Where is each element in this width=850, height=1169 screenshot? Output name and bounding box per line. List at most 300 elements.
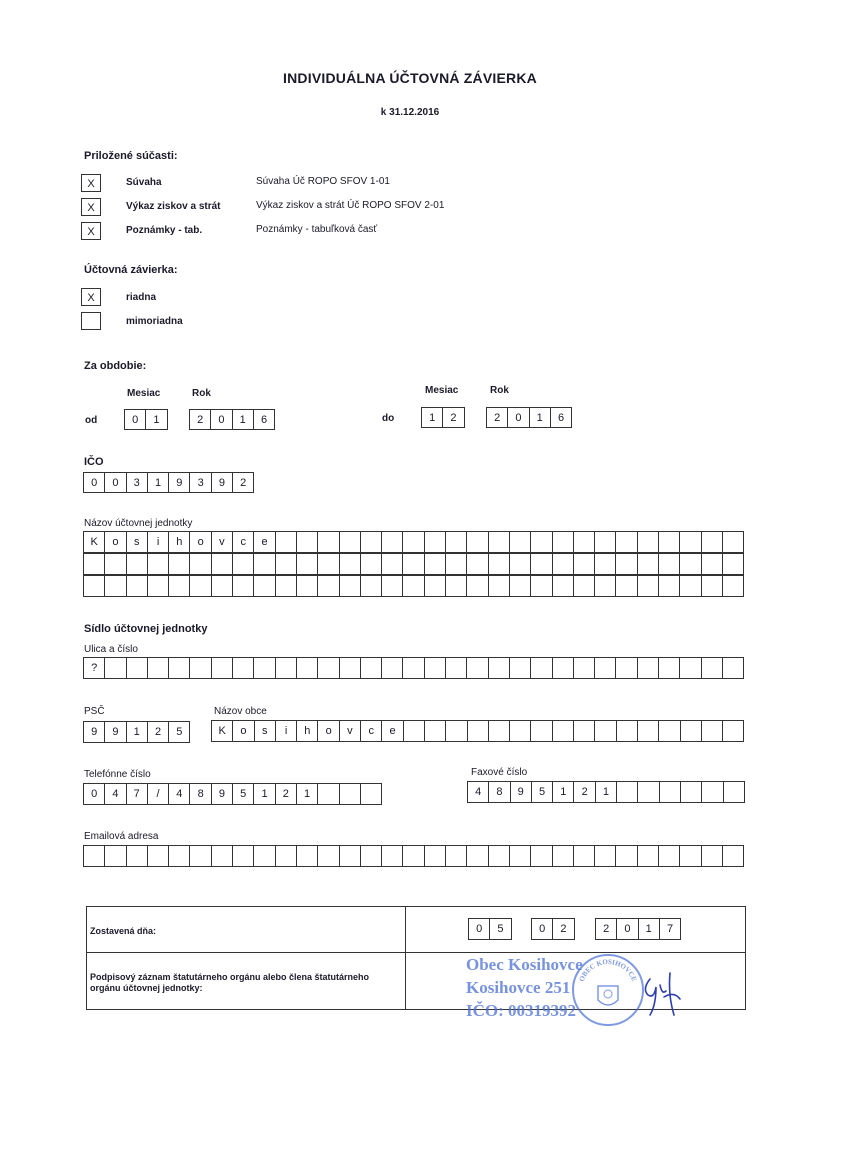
phone-label: Telefónne číslo bbox=[84, 769, 151, 780]
char-cell bbox=[659, 554, 680, 574]
char-cell bbox=[382, 554, 403, 574]
char-cell: e bbox=[254, 532, 275, 552]
to-year-label: Rok bbox=[490, 385, 509, 396]
seal-text: OBEC KOSIHOVCE bbox=[577, 957, 639, 983]
street-label: Ulica a číslo bbox=[84, 644, 138, 655]
char-cell bbox=[446, 721, 467, 741]
char-cell bbox=[510, 576, 531, 596]
char-cell bbox=[638, 721, 659, 741]
char-cell bbox=[318, 658, 339, 678]
char-cell bbox=[553, 576, 574, 596]
char-cell bbox=[595, 576, 616, 596]
char-cell bbox=[403, 554, 424, 574]
char-cell bbox=[638, 554, 659, 574]
char-cell: 2 bbox=[190, 410, 211, 429]
char-cell: 6 bbox=[551, 408, 572, 427]
attachment-label: Súvaha bbox=[126, 177, 162, 188]
char-cell bbox=[361, 846, 382, 866]
char-cell bbox=[723, 658, 744, 678]
seal-emblem-icon bbox=[574, 956, 642, 1024]
char-cell bbox=[467, 532, 488, 552]
char-cell bbox=[105, 576, 126, 596]
char-cell bbox=[723, 721, 744, 741]
char-cell bbox=[681, 782, 702, 802]
char-cell bbox=[169, 846, 190, 866]
char-cell: 9 bbox=[84, 722, 105, 742]
char-cell bbox=[403, 846, 424, 866]
char-cell bbox=[489, 532, 510, 552]
char-cell: 9 bbox=[105, 722, 126, 742]
char-cell: 9 bbox=[511, 782, 532, 802]
char-cell bbox=[425, 846, 446, 866]
char-cell bbox=[595, 554, 616, 574]
char-cell bbox=[233, 658, 254, 678]
char-cell: 0 bbox=[508, 408, 529, 427]
char-cell bbox=[489, 554, 510, 574]
char-cell: 0 bbox=[469, 919, 490, 939]
char-cell: 1 bbox=[639, 919, 660, 939]
char-cell bbox=[212, 658, 233, 678]
char-cell bbox=[617, 782, 638, 802]
char-cell: s bbox=[255, 721, 276, 741]
char-cell bbox=[680, 658, 701, 678]
char-cell bbox=[340, 554, 361, 574]
char-cell bbox=[702, 576, 723, 596]
email-label: Emailová adresa bbox=[84, 831, 159, 842]
attachment-checkbox[interactable]: X bbox=[81, 174, 101, 192]
char-cell bbox=[531, 532, 552, 552]
city-field[interactable] bbox=[211, 720, 744, 742]
char-cell: K bbox=[212, 721, 233, 741]
char-cell: 8 bbox=[190, 784, 211, 804]
char-cell bbox=[531, 658, 552, 678]
char-cell bbox=[574, 576, 595, 596]
ico-field[interactable] bbox=[83, 472, 254, 493]
char-cell bbox=[680, 846, 701, 866]
char-cell bbox=[680, 532, 701, 552]
char-cell bbox=[467, 554, 488, 574]
char-cell bbox=[616, 554, 637, 574]
official-stamp-text bbox=[466, 953, 583, 1022]
from-month-field[interactable] bbox=[124, 409, 168, 430]
char-cell bbox=[382, 532, 403, 552]
char-cell bbox=[254, 576, 275, 596]
char-cell bbox=[702, 658, 723, 678]
char-cell bbox=[574, 532, 595, 552]
from-label: od bbox=[85, 415, 98, 426]
ico-label: IČO bbox=[84, 456, 104, 468]
char-cell bbox=[595, 721, 616, 741]
char-cell bbox=[638, 846, 659, 866]
char-cell bbox=[340, 784, 361, 804]
char-cell bbox=[595, 532, 616, 552]
char-cell bbox=[403, 576, 424, 596]
char-cell bbox=[361, 532, 382, 552]
from-year-label: Rok bbox=[192, 388, 211, 399]
char-cell bbox=[595, 658, 616, 678]
char-cell bbox=[276, 846, 297, 866]
char-cell bbox=[467, 658, 488, 678]
char-cell bbox=[510, 554, 531, 574]
attachment-checkbox[interactable]: X bbox=[81, 222, 101, 240]
from-month-label: Mesiac bbox=[127, 388, 161, 399]
char-cell bbox=[276, 658, 297, 678]
char-cell bbox=[148, 554, 169, 574]
char-cell bbox=[297, 532, 318, 552]
char-cell: 1 bbox=[530, 408, 551, 427]
char-cell bbox=[403, 658, 424, 678]
char-cell: 1 bbox=[127, 722, 148, 742]
char-cell: o bbox=[190, 532, 211, 552]
email-field[interactable] bbox=[83, 845, 744, 867]
char-cell bbox=[361, 658, 382, 678]
fax-label: Faxové číslo bbox=[471, 767, 528, 778]
char-cell: 8 bbox=[489, 782, 510, 802]
char-cell bbox=[531, 846, 552, 866]
svg-text:OBEC KOSIHOVCE bbox=[578, 958, 639, 983]
stamp-line-1: Obec Kosihovce bbox=[466, 955, 583, 974]
char-cell bbox=[723, 846, 744, 866]
char-cell bbox=[531, 554, 552, 574]
char-cell bbox=[574, 721, 595, 741]
char-cell bbox=[340, 576, 361, 596]
name-label: Názov účtovnej jednotky bbox=[84, 518, 193, 529]
char-cell: c bbox=[233, 532, 254, 552]
char-cell bbox=[148, 576, 169, 596]
char-cell: h bbox=[169, 532, 190, 552]
char-cell bbox=[318, 846, 339, 866]
char-cell bbox=[425, 532, 446, 552]
attachment-description: Výkaz ziskov a strát Úč ROPO SFOV 2-01 bbox=[256, 200, 445, 211]
char-cell: h bbox=[297, 721, 318, 741]
char-cell bbox=[318, 554, 339, 574]
name-field-row-2[interactable] bbox=[83, 553, 744, 575]
char-cell bbox=[638, 782, 659, 802]
city-label: Názov obce bbox=[214, 706, 267, 717]
char-cell bbox=[659, 576, 680, 596]
char-cell: s bbox=[127, 532, 148, 552]
street-field[interactable] bbox=[83, 657, 744, 679]
char-cell: e bbox=[382, 721, 403, 741]
char-cell bbox=[169, 576, 190, 596]
phone-field[interactable] bbox=[83, 783, 382, 805]
char-cell: 4 bbox=[105, 784, 126, 804]
to-month-field[interactable] bbox=[421, 407, 465, 428]
char-cell: 5 bbox=[532, 782, 553, 802]
char-cell bbox=[616, 846, 637, 866]
char-cell: 5 bbox=[490, 919, 511, 939]
char-cell: 2 bbox=[553, 919, 574, 939]
char-cell: 2 bbox=[233, 473, 254, 492]
char-cell bbox=[127, 554, 148, 574]
char-cell: 9 bbox=[169, 473, 190, 492]
signature-table-column-divider bbox=[405, 906, 406, 1010]
compiled-label: Zostavená dňa: bbox=[90, 926, 157, 936]
char-cell bbox=[489, 846, 510, 866]
char-cell bbox=[680, 576, 701, 596]
period-heading: Za obdobie: bbox=[84, 360, 147, 372]
char-cell: o bbox=[318, 721, 339, 741]
char-cell bbox=[403, 532, 424, 552]
char-cell bbox=[702, 846, 723, 866]
address-heading: Sídlo účtovnej jednotky bbox=[84, 623, 208, 635]
char-cell bbox=[276, 576, 297, 596]
char-cell bbox=[574, 658, 595, 678]
closing-label: mimoriadna bbox=[126, 316, 183, 327]
char-cell bbox=[361, 784, 382, 804]
char-cell bbox=[127, 846, 148, 866]
char-cell bbox=[510, 846, 531, 866]
char-cell: 0 bbox=[84, 784, 105, 804]
char-cell bbox=[361, 576, 382, 596]
compiled-year-field[interactable] bbox=[595, 918, 681, 940]
char-cell bbox=[318, 784, 339, 804]
char-cell bbox=[254, 554, 275, 574]
name-field-row-1[interactable] bbox=[83, 531, 744, 553]
attachment-description: Poznámky - tabuľková časť bbox=[256, 224, 378, 235]
char-cell bbox=[382, 658, 403, 678]
stamp-line-3: IČO: 00319392 bbox=[466, 1001, 577, 1020]
char-cell: i bbox=[148, 532, 169, 552]
char-cell bbox=[297, 658, 318, 678]
char-cell bbox=[404, 721, 425, 741]
closing-label: riadna bbox=[126, 292, 157, 303]
stamp-line-2: Kosihovce 251 bbox=[466, 978, 571, 997]
char-cell bbox=[276, 532, 297, 552]
char-cell bbox=[616, 576, 637, 596]
char-cell: o bbox=[233, 721, 254, 741]
char-cell bbox=[702, 721, 723, 741]
char-cell bbox=[382, 846, 403, 866]
char-cell bbox=[680, 554, 701, 574]
char-cell: 4 bbox=[169, 784, 190, 804]
char-cell: 7 bbox=[660, 919, 681, 939]
round-seal bbox=[572, 954, 644, 1026]
char-cell: 5 bbox=[233, 784, 254, 804]
char-cell bbox=[169, 554, 190, 574]
char-cell bbox=[659, 532, 680, 552]
char-cell bbox=[723, 554, 744, 574]
char-cell: v bbox=[340, 721, 361, 741]
fax-field[interactable] bbox=[467, 781, 745, 803]
char-cell: 9 bbox=[212, 473, 233, 492]
to-month-label: Mesiac bbox=[425, 385, 459, 396]
char-cell: 2 bbox=[148, 722, 169, 742]
char-cell bbox=[212, 846, 233, 866]
char-cell: 0 bbox=[105, 473, 126, 492]
char-cell bbox=[468, 721, 489, 741]
handwritten-signature-icon bbox=[636, 965, 686, 1021]
signature-table-divider bbox=[86, 952, 746, 953]
char-cell: 1 bbox=[422, 408, 443, 427]
char-cell: v bbox=[212, 532, 233, 552]
closing-heading: Účtovná závierka: bbox=[84, 264, 178, 276]
char-cell: 1 bbox=[254, 784, 275, 804]
char-cell bbox=[148, 846, 169, 866]
char-cell bbox=[553, 554, 574, 574]
char-cell bbox=[553, 846, 574, 866]
char-cell bbox=[724, 782, 745, 802]
char-cell: 2 bbox=[574, 782, 595, 802]
char-cell bbox=[446, 658, 467, 678]
char-cell bbox=[510, 532, 531, 552]
char-cell bbox=[553, 721, 574, 741]
psc-label: PSČ bbox=[84, 706, 105, 717]
char-cell bbox=[616, 658, 637, 678]
compiled-day-field[interactable] bbox=[468, 918, 512, 940]
char-cell bbox=[425, 576, 446, 596]
char-cell bbox=[446, 846, 467, 866]
char-cell: 3 bbox=[127, 473, 148, 492]
char-cell bbox=[318, 532, 339, 552]
char-cell bbox=[105, 554, 126, 574]
char-cell bbox=[723, 576, 744, 596]
char-cell bbox=[446, 554, 467, 574]
char-cell: o bbox=[105, 532, 126, 552]
char-cell bbox=[297, 576, 318, 596]
char-cell bbox=[212, 576, 233, 596]
char-cell bbox=[190, 576, 211, 596]
char-cell bbox=[340, 532, 361, 552]
char-cell: 7 bbox=[127, 784, 148, 804]
char-cell: 0 bbox=[617, 919, 638, 939]
char-cell bbox=[617, 721, 638, 741]
char-cell: 1 bbox=[146, 410, 167, 429]
closing-checkbox[interactable]: X bbox=[81, 288, 101, 306]
char-cell bbox=[425, 658, 446, 678]
document-title: INDIVIDUÁLNA ÚČTOVNÁ ZÁVIERKA bbox=[283, 70, 537, 86]
char-cell: 5 bbox=[169, 722, 190, 742]
char-cell bbox=[446, 576, 467, 596]
char-cell bbox=[616, 532, 637, 552]
char-cell bbox=[127, 658, 148, 678]
char-cell: 1 bbox=[596, 782, 617, 802]
char-cell: i bbox=[276, 721, 297, 741]
char-cell bbox=[574, 554, 595, 574]
char-cell bbox=[531, 576, 552, 596]
attachment-label: Výkaz ziskov a strát bbox=[126, 201, 221, 212]
char-cell bbox=[105, 846, 126, 866]
char-cell: 3 bbox=[190, 473, 211, 492]
char-cell bbox=[361, 554, 382, 574]
char-cell bbox=[638, 576, 659, 596]
compiled-month-field[interactable] bbox=[531, 918, 575, 940]
attachment-checkbox[interactable]: X bbox=[81, 198, 101, 216]
char-cell: 1 bbox=[553, 782, 574, 802]
char-cell: 1 bbox=[148, 473, 169, 492]
char-cell bbox=[467, 576, 488, 596]
document-date: k 31.12.2016 bbox=[380, 107, 440, 118]
char-cell bbox=[553, 658, 574, 678]
char-cell bbox=[425, 721, 446, 741]
char-cell: / bbox=[148, 784, 169, 804]
char-cell bbox=[254, 658, 275, 678]
char-cell bbox=[340, 658, 361, 678]
char-cell bbox=[84, 576, 105, 596]
from-year-field[interactable] bbox=[189, 409, 275, 430]
char-cell bbox=[553, 532, 574, 552]
signature-label: Podpisový záznam štatutárneho orgánu alebo člena štatutárneho orgánu účtovnej jednotky: bbox=[90, 972, 370, 993]
char-cell bbox=[190, 846, 211, 866]
char-cell: 1 bbox=[297, 784, 318, 804]
psc-field[interactable] bbox=[83, 721, 190, 743]
char-cell bbox=[723, 532, 744, 552]
char-cell bbox=[127, 576, 148, 596]
char-cell bbox=[574, 846, 595, 866]
char-cell bbox=[702, 532, 723, 552]
char-cell bbox=[190, 554, 211, 574]
to-label: do bbox=[382, 413, 395, 424]
char-cell bbox=[638, 532, 659, 552]
char-cell bbox=[212, 554, 233, 574]
char-cell bbox=[84, 554, 105, 574]
char-cell bbox=[148, 658, 169, 678]
char-cell: 0 bbox=[84, 473, 105, 492]
char-cell: 6 bbox=[254, 410, 275, 429]
char-cell: 0 bbox=[125, 410, 146, 429]
char-cell bbox=[446, 532, 467, 552]
char-cell: 2 bbox=[596, 919, 617, 939]
char-cell: 2 bbox=[443, 408, 464, 427]
char-cell bbox=[510, 658, 531, 678]
char-cell bbox=[702, 554, 723, 574]
char-cell: 0 bbox=[532, 919, 553, 939]
char-cell bbox=[382, 576, 403, 596]
char-cell bbox=[510, 721, 531, 741]
char-cell bbox=[233, 554, 254, 574]
attachment-label: Poznámky - tab. bbox=[126, 225, 203, 236]
char-cell bbox=[425, 554, 446, 574]
char-cell: 9 bbox=[212, 784, 233, 804]
char-cell bbox=[233, 846, 254, 866]
char-cell bbox=[254, 846, 275, 866]
char-cell bbox=[489, 721, 510, 741]
name-field-row-3[interactable] bbox=[83, 575, 744, 597]
char-cell bbox=[681, 721, 702, 741]
attachment-description: Súvaha Úč ROPO SFOV 1-01 bbox=[256, 176, 390, 187]
char-cell bbox=[297, 846, 318, 866]
char-cell bbox=[84, 846, 105, 866]
char-cell bbox=[638, 658, 659, 678]
char-cell bbox=[531, 721, 552, 741]
char-cell: 0 bbox=[211, 410, 232, 429]
char-cell bbox=[297, 554, 318, 574]
to-year-field[interactable] bbox=[486, 407, 572, 428]
attachments-heading: Priložené súčasti: bbox=[84, 150, 178, 162]
char-cell bbox=[659, 721, 680, 741]
char-cell: ? bbox=[84, 658, 105, 678]
char-cell: 1 bbox=[233, 410, 254, 429]
closing-checkbox[interactable] bbox=[81, 312, 101, 330]
char-cell bbox=[169, 658, 190, 678]
char-cell: 2 bbox=[487, 408, 508, 427]
char-cell bbox=[595, 846, 616, 866]
char-cell bbox=[659, 846, 680, 866]
char-cell: 2 bbox=[276, 784, 297, 804]
char-cell bbox=[467, 846, 488, 866]
char-cell bbox=[105, 658, 126, 678]
char-cell: 4 bbox=[468, 782, 489, 802]
char-cell bbox=[659, 658, 680, 678]
char-cell bbox=[340, 846, 361, 866]
char-cell bbox=[489, 658, 510, 678]
char-cell bbox=[660, 782, 681, 802]
char-cell bbox=[233, 576, 254, 596]
char-cell: K bbox=[84, 532, 105, 552]
char-cell bbox=[190, 658, 211, 678]
char-cell bbox=[318, 576, 339, 596]
char-cell bbox=[489, 576, 510, 596]
